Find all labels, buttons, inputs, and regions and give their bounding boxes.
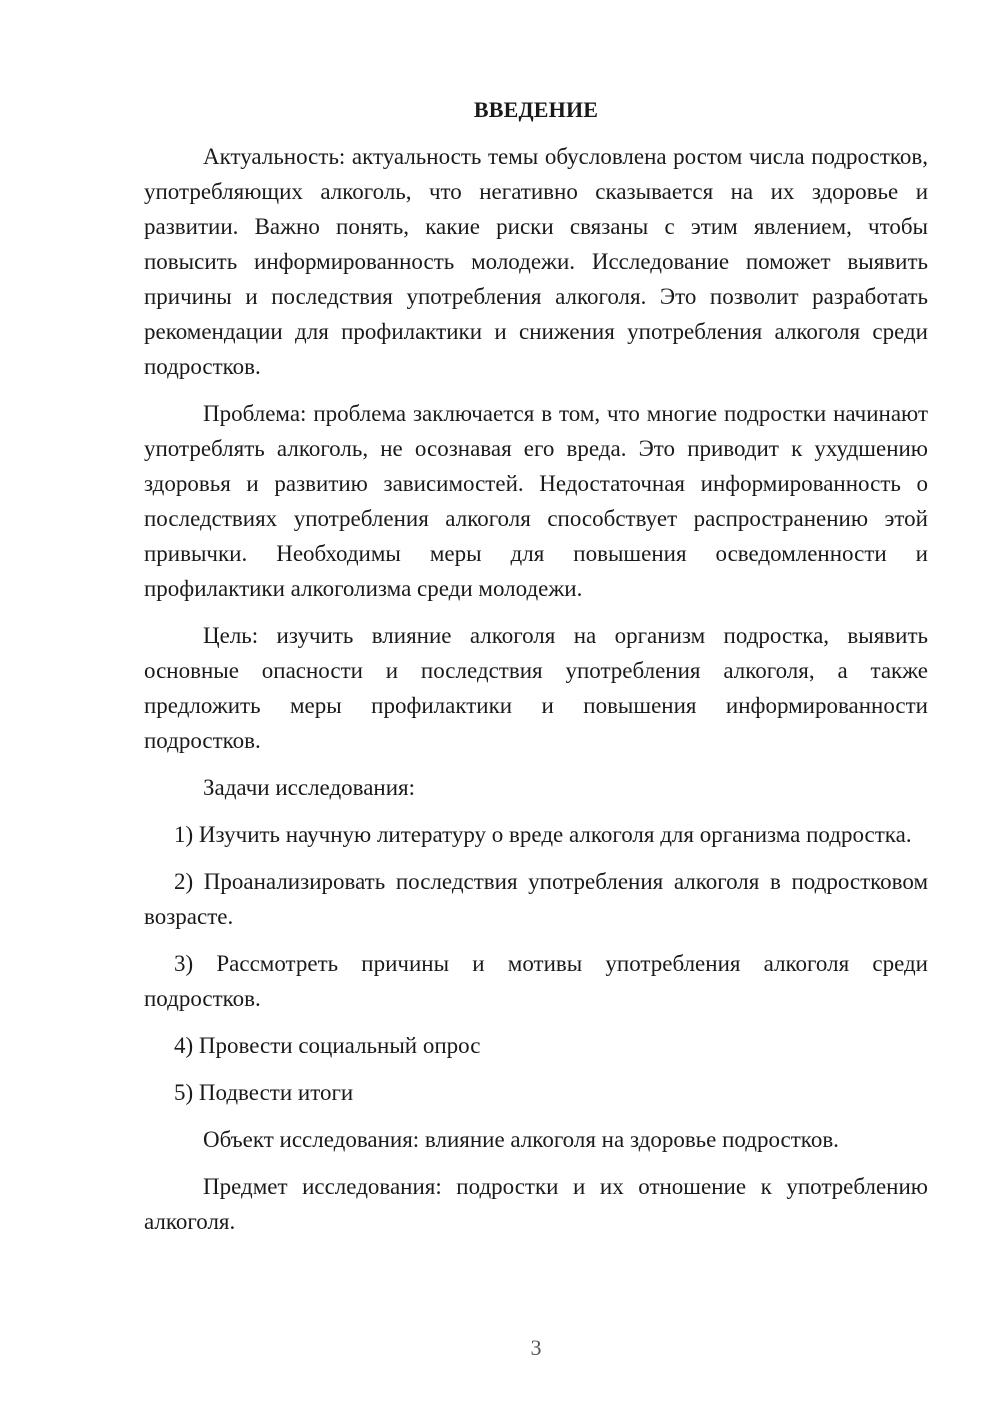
paragraph-relevance: Актуальность: актуальность темы обусловлена ростом числа подростков, употребляющих алкоголь, что негативно сказывается на их здоровье и развитии. Важно понять, какие риски связаны с этим явлением, чтобы повысить информированность молодежи. Исследование поможет выявить причины и последствия употребления алкоголя. Это позволит разработать рекомендации для профилактики и снижения употребления алкоголя среди подростков. <box>144 144 928 379</box>
task-item: 4) Провести социальный опрос <box>174 1033 481 1058</box>
page-title: ВВЕДЕНИЕ <box>473 97 599 122</box>
task-item: 5) Подвести итоги <box>174 1080 354 1105</box>
paragraph-subject: Предмет исследования: подростки и их отношение к употреблению алкоголя. <box>144 1174 928 1234</box>
task-item: 2) Проанализировать последствия употребления алкоголя в подростковом возрасте. <box>144 869 928 929</box>
task-item: 1) Изучить научную литературу о вреде алкоголя для организма подростка. <box>174 822 912 847</box>
paragraph-goal: Цель: изучить влияние алкоголя на организм подростка, выявить основные опасности и последствия употребления алкоголя, а также предложить меры профилактики и повышения информированности подростков. <box>144 623 928 753</box>
page-number: 3 <box>530 1335 542 1360</box>
paragraph-problem: Проблема: проблема заключается в том, что многие подростки начинают употреблять алкоголь, не осознавая его вреда. Это приводит к ухудшению здоровья и развитию зависимостей. Недостаточная информированность о последствиях употребления алкоголя способствует распространению этой привычки. Необходимы меры для повышения осведомленности и профилактики алкоголизма среди молодежи. <box>144 401 928 601</box>
paragraph-object: Объект исследования: влияние алкоголя на здоровье подростков. <box>203 1127 839 1152</box>
task-item: 3) Рассмотреть причины и мотивы употребления алкоголя среди подростков. <box>144 951 928 1011</box>
tasks-heading: Задачи исследования: <box>203 775 416 800</box>
page-content <box>144 92 928 1251</box>
